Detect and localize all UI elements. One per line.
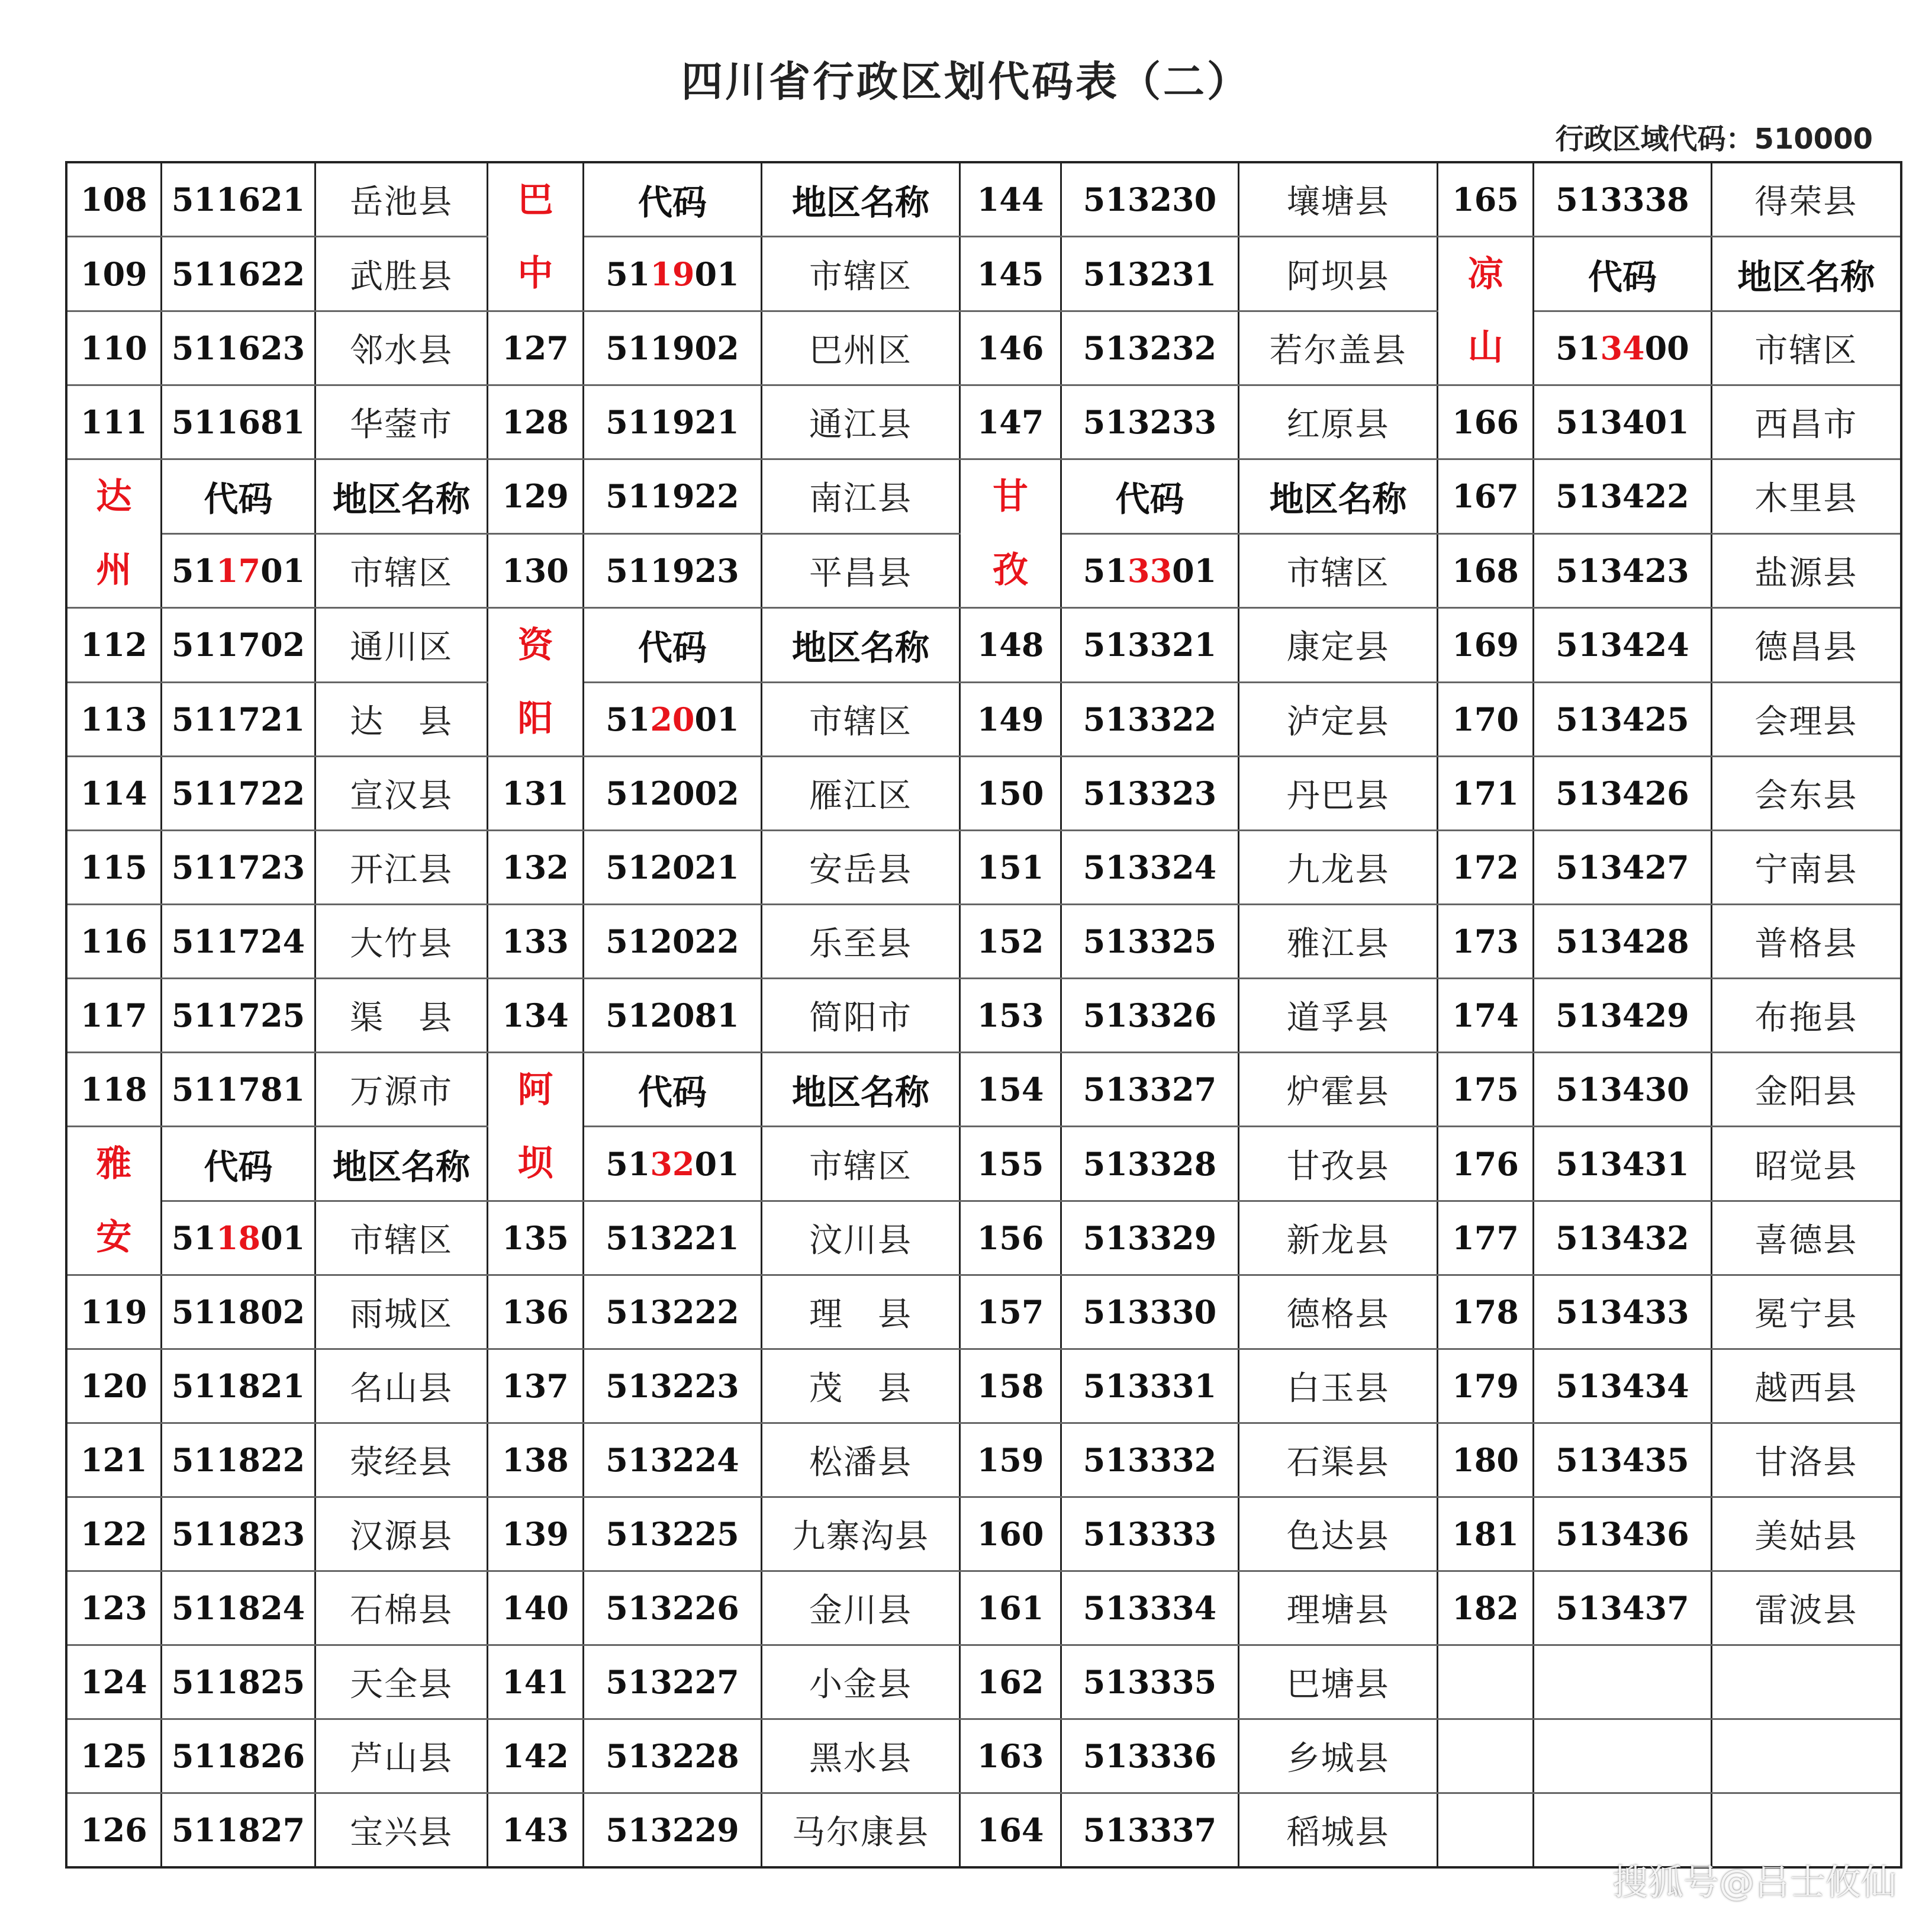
table-row — [66, 1275, 1901, 1349]
seq-cell: 170 — [1437, 682, 1533, 757]
name-cell: 安岳县 — [761, 831, 960, 905]
name-cell: 雷波县 — [1711, 1571, 1901, 1645]
seq-cell: 130 — [487, 533, 583, 608]
code-cell: 513331 — [1061, 1349, 1239, 1423]
name-cell: 冕宁县 — [1711, 1275, 1901, 1349]
name-cell: 泸定县 — [1239, 682, 1438, 757]
code-cell: 511723 — [161, 831, 315, 905]
code-cell: 511921 — [584, 385, 762, 459]
city-label-yaan: 雅 安 — [66, 1127, 161, 1275]
code-cell: 513334 — [1061, 1571, 1239, 1645]
code-cell: 513226 — [584, 1571, 762, 1645]
name-cell: 达 县 — [315, 682, 488, 757]
seq-cell: 144 — [960, 162, 1061, 237]
seq-cell: 109 — [66, 237, 161, 311]
code-cell: 513228 — [584, 1719, 762, 1793]
code-cell: 513230 — [1061, 162, 1239, 237]
seq-cell: 120 — [66, 1349, 161, 1423]
code-cell: 512021 — [584, 831, 762, 905]
name-cell: 雁江区 — [761, 757, 960, 831]
seq-cell: 126 — [66, 1793, 161, 1868]
name-cell: 雨城区 — [315, 1275, 488, 1349]
name-cell: 市辖区 — [1711, 311, 1901, 385]
name-cell: 马尔康县 — [761, 1793, 960, 1868]
seq-cell: 179 — [1437, 1349, 1533, 1423]
table-row — [66, 1645, 1901, 1719]
empty-cell — [1534, 1645, 1712, 1719]
name-cell: 理塘县 — [1239, 1571, 1438, 1645]
code-cell: 512081 — [584, 979, 762, 1053]
name-cell: 盐源县 — [1711, 533, 1901, 608]
seq-cell: 160 — [960, 1497, 1061, 1571]
code-cell: 513434 — [1534, 1349, 1712, 1423]
name-cell: 甘孜县 — [1239, 1127, 1438, 1201]
code-cell: 513427 — [1534, 831, 1712, 905]
code-cell: 513431 — [1534, 1127, 1712, 1201]
name-cell: 九寨沟县 — [761, 1497, 960, 1571]
city-label-ganzi: 甘 孜 — [960, 459, 1061, 608]
name-cell: 喜德县 — [1711, 1201, 1901, 1275]
code-cell: 511827 — [161, 1793, 315, 1868]
code-cell: 511702 — [161, 608, 315, 683]
code-cell: 513430 — [1534, 1053, 1712, 1127]
code-cell: 511622 — [161, 237, 315, 311]
code-cell: 513433 — [1534, 1275, 1712, 1349]
code-cell: 511802 — [161, 1275, 315, 1349]
name-cell: 美姑县 — [1711, 1497, 1901, 1571]
seq-cell: 127 — [487, 311, 583, 385]
code-cell: 513332 — [1061, 1423, 1239, 1497]
code-cell: 511821 — [161, 1349, 315, 1423]
header-name: 地区名称 — [761, 608, 960, 683]
code-cell: 511826 — [161, 1719, 315, 1793]
name-cell: 德格县 — [1239, 1275, 1438, 1349]
code-cell: 513426 — [1534, 757, 1712, 831]
name-cell: 荥经县 — [315, 1423, 488, 1497]
name-cell: 红原县 — [1239, 385, 1438, 459]
seq-cell: 154 — [960, 1053, 1061, 1127]
name-cell: 得荣县 — [1711, 162, 1901, 237]
seq-cell: 175 — [1437, 1053, 1533, 1127]
name-cell: 万源市 — [315, 1053, 488, 1127]
city-base-code-yaan: 511801 — [161, 1201, 315, 1275]
table-row — [66, 1423, 1901, 1497]
seq-cell: 143 — [487, 1793, 583, 1868]
seq-cell: 133 — [487, 905, 583, 979]
name-cell: 市辖区 — [761, 237, 960, 311]
name-cell: 邻水县 — [315, 311, 488, 385]
table-row — [66, 162, 1901, 237]
seq-cell: 111 — [66, 385, 161, 459]
code-cell: 513326 — [1061, 979, 1239, 1053]
code-cell: 513325 — [1061, 905, 1239, 979]
code-cell: 511824 — [161, 1571, 315, 1645]
seq-cell: 173 — [1437, 905, 1533, 979]
seq-cell: 141 — [487, 1645, 583, 1719]
table-row — [66, 311, 1901, 385]
name-cell: 市辖区 — [761, 1127, 960, 1201]
header-code: 代码 — [584, 608, 762, 683]
name-cell: 汶川县 — [761, 1201, 960, 1275]
table-row — [66, 237, 1901, 311]
name-cell: 平昌县 — [761, 533, 960, 608]
table-row — [66, 1127, 1901, 1201]
seq-cell: 177 — [1437, 1201, 1533, 1275]
name-cell: 岳池县 — [315, 162, 488, 237]
name-cell: 德昌县 — [1711, 608, 1901, 683]
code-cell: 513232 — [1061, 311, 1239, 385]
seq-cell: 138 — [487, 1423, 583, 1497]
name-cell: 西昌市 — [1711, 385, 1901, 459]
name-cell: 松潘县 — [761, 1423, 960, 1497]
name-cell: 会理县 — [1711, 682, 1901, 757]
header-code: 代码 — [1061, 459, 1239, 534]
name-cell: 白玉县 — [1239, 1349, 1438, 1423]
code-cell: 513424 — [1534, 608, 1712, 683]
code-cell: 513231 — [1061, 237, 1239, 311]
code-cell: 511724 — [161, 905, 315, 979]
table-row — [66, 608, 1901, 683]
code-cell: 513338 — [1534, 162, 1712, 237]
name-cell: 大竹县 — [315, 905, 488, 979]
code-cell: 513223 — [584, 1349, 762, 1423]
table-row — [66, 757, 1901, 831]
city-base-code-liangshan: 513400 — [1534, 311, 1712, 385]
header-name: 地区名称 — [1239, 459, 1438, 534]
code-cell: 511621 — [161, 162, 315, 237]
code-cell: 513221 — [584, 1201, 762, 1275]
region-code-label: 行政区域代码：510000 — [1555, 123, 1873, 156]
seq-cell: 134 — [487, 979, 583, 1053]
seq-cell: 146 — [960, 311, 1061, 385]
seq-cell: 155 — [960, 1127, 1061, 1201]
name-cell: 宁南县 — [1711, 831, 1901, 905]
table-row — [66, 682, 1901, 757]
code-cell: 512022 — [584, 905, 762, 979]
code-cell: 513435 — [1534, 1423, 1712, 1497]
name-cell: 市辖区 — [1239, 533, 1438, 608]
seq-cell: 121 — [66, 1423, 161, 1497]
name-cell: 名山县 — [315, 1349, 488, 1423]
seq-cell: 171 — [1437, 757, 1533, 831]
name-cell: 茂 县 — [761, 1349, 960, 1423]
name-cell: 南江县 — [761, 459, 960, 534]
seq-cell: 117 — [66, 979, 161, 1053]
name-cell: 巴州区 — [761, 311, 960, 385]
seq-cell: 140 — [487, 1571, 583, 1645]
seq-cell: 157 — [960, 1275, 1061, 1349]
seq-cell: 182 — [1437, 1571, 1533, 1645]
table-row — [66, 1201, 1901, 1275]
name-cell: 巴塘县 — [1239, 1645, 1438, 1719]
seq-cell: 163 — [960, 1719, 1061, 1793]
code-table-wrapper — [65, 161, 1902, 1869]
seq-cell: 123 — [66, 1571, 161, 1645]
empty-cell — [1711, 1719, 1901, 1793]
code-cell: 513328 — [1061, 1127, 1239, 1201]
table-row — [66, 1497, 1901, 1571]
city-label-ziyang: 资 阳 — [487, 608, 583, 757]
name-cell: 金阳县 — [1711, 1053, 1901, 1127]
code-cell: 511902 — [584, 311, 762, 385]
name-cell: 市辖区 — [761, 682, 960, 757]
name-cell: 芦山县 — [315, 1719, 488, 1793]
name-cell: 理 县 — [761, 1275, 960, 1349]
name-cell: 木里县 — [1711, 459, 1901, 534]
name-cell: 越西县 — [1711, 1349, 1901, 1423]
name-cell: 乐至县 — [761, 905, 960, 979]
seq-cell: 149 — [960, 682, 1061, 757]
table-row — [66, 1719, 1901, 1793]
table-row — [66, 1053, 1901, 1127]
seq-cell: 166 — [1437, 385, 1533, 459]
watermark: 搜狐号@吕士攸仙 — [1612, 1862, 1896, 1903]
table-row — [66, 1571, 1901, 1645]
seq-cell: 178 — [1437, 1275, 1533, 1349]
name-cell: 普格县 — [1711, 905, 1901, 979]
name-cell: 通江县 — [761, 385, 960, 459]
name-cell: 色达县 — [1239, 1497, 1438, 1571]
seq-cell: 122 — [66, 1497, 161, 1571]
seq-cell: 174 — [1437, 979, 1533, 1053]
name-cell: 甘洛县 — [1711, 1423, 1901, 1497]
seq-cell: 112 — [66, 608, 161, 683]
city-base-code-aba: 513201 — [584, 1127, 762, 1201]
seq-cell: 132 — [487, 831, 583, 905]
seq-cell: 124 — [66, 1645, 161, 1719]
seq-cell: 129 — [487, 459, 583, 534]
seq-cell: 161 — [960, 1571, 1061, 1645]
name-cell: 石渠县 — [1239, 1423, 1438, 1497]
code-cell: 513225 — [584, 1497, 762, 1571]
code-cell: 513322 — [1061, 682, 1239, 757]
code-cell: 511822 — [161, 1423, 315, 1497]
seq-cell: 158 — [960, 1349, 1061, 1423]
name-cell: 壤塘县 — [1239, 162, 1438, 237]
seq-cell: 131 — [487, 757, 583, 831]
city-base-code-ziyang: 512001 — [584, 682, 762, 757]
name-cell: 丹巴县 — [1239, 757, 1438, 831]
seq-cell: 172 — [1437, 831, 1533, 905]
seq-cell: 142 — [487, 1719, 583, 1793]
name-cell: 天全县 — [315, 1645, 488, 1719]
name-cell: 若尔盖县 — [1239, 311, 1438, 385]
city-label-dazhou: 达 州 — [66, 459, 161, 608]
code-cell: 513337 — [1061, 1793, 1239, 1868]
seq-cell: 164 — [960, 1793, 1061, 1868]
table-row — [66, 385, 1901, 459]
city-base-code-bazhong: 511901 — [584, 237, 762, 311]
code-cell: 511823 — [161, 1497, 315, 1571]
code-cell: 513437 — [1534, 1571, 1712, 1645]
name-cell: 市辖区 — [315, 1201, 488, 1275]
seq-cell: 156 — [960, 1201, 1061, 1275]
name-cell: 渠 县 — [315, 979, 488, 1053]
table-row — [66, 459, 1901, 534]
name-cell: 布拖县 — [1711, 979, 1901, 1053]
table-row — [66, 1349, 1901, 1423]
city-label-aba: 阿 坝 — [487, 1053, 583, 1201]
code-cell: 513336 — [1061, 1719, 1239, 1793]
city-label-liangshan: 凉 山 — [1437, 237, 1533, 385]
seq-cell: 118 — [66, 1053, 161, 1127]
code-cell: 513227 — [584, 1645, 762, 1719]
code-cell: 512002 — [584, 757, 762, 831]
name-cell: 稻城县 — [1239, 1793, 1438, 1868]
empty-cell — [1711, 1645, 1901, 1719]
code-cell: 513327 — [1061, 1053, 1239, 1127]
name-cell: 简阳市 — [761, 979, 960, 1053]
empty-cell — [1534, 1719, 1712, 1793]
name-cell: 小金县 — [761, 1645, 960, 1719]
name-cell: 石棉县 — [315, 1571, 488, 1645]
name-cell: 汉源县 — [315, 1497, 488, 1571]
code-cell: 513401 — [1534, 385, 1712, 459]
code-cell: 513329 — [1061, 1201, 1239, 1275]
code-cell: 513428 — [1534, 905, 1712, 979]
code-cell: 513422 — [1534, 459, 1712, 534]
code-cell: 513335 — [1061, 1645, 1239, 1719]
seq-cell: 125 — [66, 1719, 161, 1793]
code-cell: 513233 — [1061, 385, 1239, 459]
seq-cell: 167 — [1437, 459, 1533, 534]
code-cell: 511725 — [161, 979, 315, 1053]
seq-cell: 162 — [960, 1645, 1061, 1719]
seq-cell: 114 — [66, 757, 161, 831]
name-cell: 炉霍县 — [1239, 1053, 1438, 1127]
city-label-bazhong: 巴 中 — [487, 162, 583, 311]
seq-cell: 159 — [960, 1423, 1061, 1497]
name-cell: 乡城县 — [1239, 1719, 1438, 1793]
seq-cell: 110 — [66, 311, 161, 385]
code-cell: 513432 — [1534, 1201, 1712, 1275]
name-cell: 宣汉县 — [315, 757, 488, 831]
header-name: 地区名称 — [315, 1127, 488, 1201]
header-code: 代码 — [161, 459, 315, 534]
code-cell: 513224 — [584, 1423, 762, 1497]
code-cell: 513425 — [1534, 682, 1712, 757]
page-title: 四川省行政区划代码表（二） — [681, 57, 1251, 106]
code-cell: 511623 — [161, 311, 315, 385]
name-cell: 康定县 — [1239, 608, 1438, 683]
code-cell: 513330 — [1061, 1275, 1239, 1349]
seq-cell: 139 — [487, 1497, 583, 1571]
seq-cell: 169 — [1437, 608, 1533, 683]
seq-cell: 145 — [960, 237, 1061, 311]
seq-cell: 176 — [1437, 1127, 1533, 1201]
seq-cell: 135 — [487, 1201, 583, 1275]
name-cell: 昭觉县 — [1711, 1127, 1901, 1201]
name-cell: 黑水县 — [761, 1719, 960, 1793]
seq-cell: 181 — [1437, 1497, 1533, 1571]
header-code: 代码 — [161, 1127, 315, 1201]
table-row — [66, 979, 1901, 1053]
seq-cell: 165 — [1437, 162, 1533, 237]
code-cell: 513324 — [1061, 831, 1239, 905]
name-cell: 华蓥市 — [315, 385, 488, 459]
seq-cell: 119 — [66, 1275, 161, 1349]
code-cell: 513222 — [584, 1275, 762, 1349]
code-cell: 513436 — [1534, 1497, 1712, 1571]
seq-cell: 116 — [66, 905, 161, 979]
name-cell: 阿坝县 — [1239, 237, 1438, 311]
code-cell: 511923 — [584, 533, 762, 608]
code-cell: 513323 — [1061, 757, 1239, 831]
seq-cell: 151 — [960, 831, 1061, 905]
code-cell: 513429 — [1534, 979, 1712, 1053]
seq-cell: 147 — [960, 385, 1061, 459]
code-cell: 513333 — [1061, 1497, 1239, 1571]
empty-cell — [1437, 1645, 1533, 1719]
empty-cell — [1437, 1719, 1533, 1793]
name-cell: 宝兴县 — [315, 1793, 488, 1868]
header-name: 地区名称 — [761, 1053, 960, 1127]
code-cell: 513321 — [1061, 608, 1239, 683]
code-cell: 513423 — [1534, 533, 1712, 608]
header-code: 代码 — [584, 1053, 762, 1127]
header-name: 地区名称 — [315, 459, 488, 534]
city-base-code-ganzi: 513301 — [1061, 533, 1239, 608]
name-cell: 开江县 — [315, 831, 488, 905]
empty-cell — [1437, 1793, 1533, 1868]
header-name: 地区名称 — [1711, 237, 1901, 311]
seq-cell: 153 — [960, 979, 1061, 1053]
seq-cell: 152 — [960, 905, 1061, 979]
name-cell: 雅江县 — [1239, 905, 1438, 979]
seq-cell: 150 — [960, 757, 1061, 831]
name-cell: 会东县 — [1711, 757, 1901, 831]
seq-cell: 108 — [66, 162, 161, 237]
seq-cell: 148 — [960, 608, 1061, 683]
name-cell: 金川县 — [761, 1571, 960, 1645]
code-cell: 511681 — [161, 385, 315, 459]
seq-cell: 128 — [487, 385, 583, 459]
name-cell: 道孚县 — [1239, 979, 1438, 1053]
code-cell: 511922 — [584, 459, 762, 534]
header-name: 地区名称 — [761, 162, 960, 237]
seq-cell: 115 — [66, 831, 161, 905]
seq-cell: 180 — [1437, 1423, 1533, 1497]
city-base-code-dazhou: 511701 — [161, 533, 315, 608]
code-cell: 511722 — [161, 757, 315, 831]
code-cell: 513229 — [584, 1793, 762, 1868]
name-cell: 市辖区 — [315, 533, 488, 608]
code-cell: 511825 — [161, 1645, 315, 1719]
name-cell: 通川区 — [315, 608, 488, 683]
code-table — [65, 161, 1902, 1869]
seq-cell: 113 — [66, 682, 161, 757]
header-code: 代码 — [1534, 237, 1712, 311]
code-cell: 511721 — [161, 682, 315, 757]
name-cell: 新龙县 — [1239, 1201, 1438, 1275]
header-code: 代码 — [584, 162, 762, 237]
table-row — [66, 831, 1901, 905]
seq-cell: 136 — [487, 1275, 583, 1349]
code-cell: 511781 — [161, 1053, 315, 1127]
name-cell: 九龙县 — [1239, 831, 1438, 905]
table-row — [66, 905, 1901, 979]
name-cell: 武胜县 — [315, 237, 488, 311]
seq-cell: 137 — [487, 1349, 583, 1423]
seq-cell: 168 — [1437, 533, 1533, 608]
